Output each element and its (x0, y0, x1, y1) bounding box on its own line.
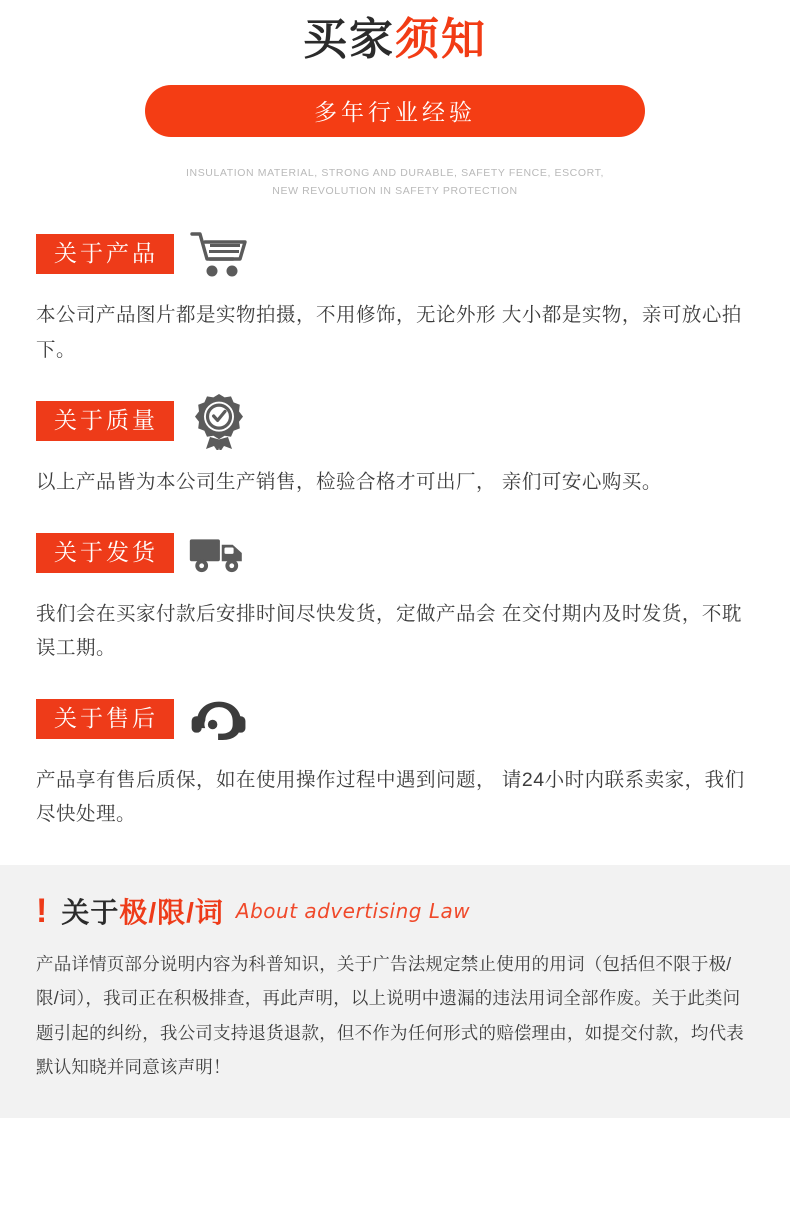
experience-banner-wrap (0, 85, 790, 137)
section-after-sales-text: 产品享有售后质保，如在使用操作过程中遇到问题， 请24小时内联系卖家，我们尽快处理。 (36, 769, 745, 826)
advertising-law-block (0, 865, 790, 1118)
advertising-law-text: 产品详情页部分说明内容为科普知识，关于广告法规定禁止使用的用词（包括但不限于极/限/词），我司正在积极排查，再此声明，以上说明中遗漏的违法用词全部作废。关于此类问题引起的纠纷，我公司支持退货退款，但不作为任何形式的赔偿理由，如提交付款，均代表默认知晓并同意该声明！ (36, 954, 744, 1077)
advertising-law-title-accent: 极/限/词 (119, 897, 224, 929)
section-product-text: 本公司产品图片都是实物拍摄，不用修饰，无论外形 大小都是实物，亲可放心拍下。 (36, 304, 742, 361)
headset-support-icon (188, 691, 250, 747)
section-quality-tag: 关于质量 (36, 401, 174, 441)
page-title-accent: 须知 (395, 15, 487, 64)
experience-banner-label: 多年行业经验 (314, 99, 476, 126)
section-product-tag: 关于产品 (36, 234, 174, 274)
section-product-header (36, 226, 754, 282)
section-after-sales-header (36, 691, 754, 747)
exclamation-icon: ! (36, 892, 48, 931)
english-subtitle-line-2: NEW REVOLUTION IN SAFETY PROTECTION (272, 184, 518, 197)
delivery-truck-icon (188, 525, 250, 581)
section-quality-text: 以上产品皆为本公司生产销售，检验合格才可出厂， 亲们可安心购买。 (36, 470, 662, 493)
section-after-sales (0, 691, 790, 831)
section-shipping-text: 我们会在买家付款后安排时间尽快发货，定做产品会 在交付期内及时发货，不耽误工期。 (36, 602, 742, 659)
advertising-law-title-cn (61, 891, 224, 931)
advertising-law-title-en: About advertising Law (235, 899, 471, 924)
shopping-cart-icon (188, 226, 250, 282)
section-shipping-header (36, 525, 754, 581)
section-quality-header (36, 393, 754, 449)
section-product (0, 226, 790, 366)
page-title (0, 0, 790, 67)
advertising-law-title-prefix: 关于 (61, 897, 120, 929)
page-title-main: 买家 (303, 15, 395, 64)
section-after-sales-tag: 关于售后 (36, 699, 174, 739)
advertising-law-header (36, 891, 754, 931)
experience-banner (145, 85, 645, 137)
section-shipping (0, 525, 790, 665)
english-subtitle-line-1: INSULATION MATERIAL, STRONG AND DURABLE, SAFETY FENCE, ESCORT, (186, 166, 604, 179)
quality-badge-icon (188, 393, 250, 449)
section-quality (0, 393, 790, 499)
section-shipping-tag: 关于发货 (36, 533, 174, 573)
english-subtitle (0, 165, 790, 201)
